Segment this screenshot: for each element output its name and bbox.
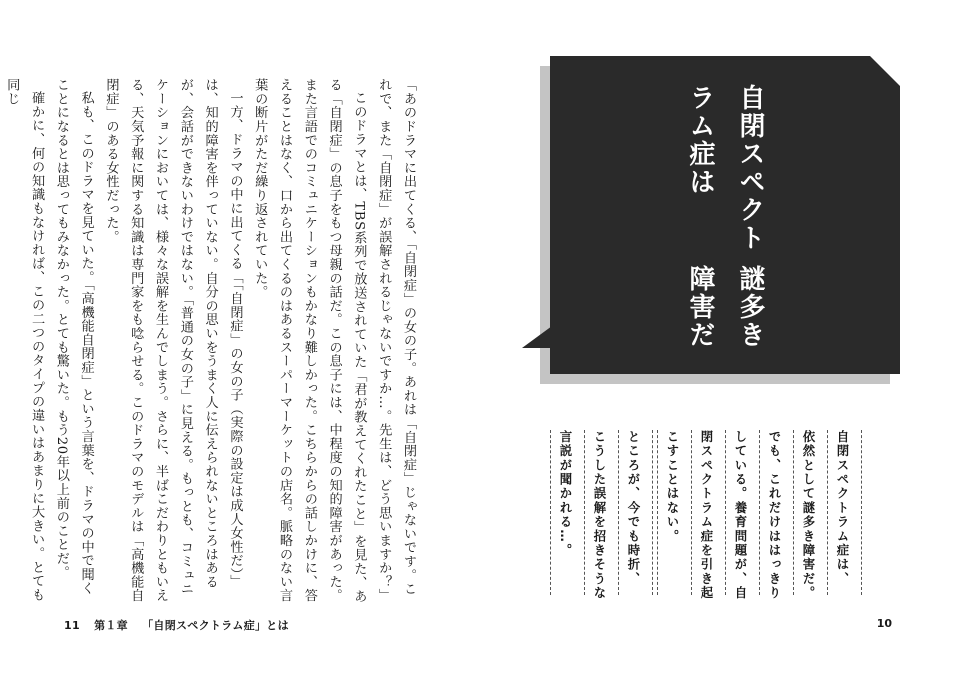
page-number-left: 11: [64, 619, 80, 632]
chapter-label: 第１章: [94, 619, 128, 632]
paragraph: 確かに、何の知識もなければ、この二つのタイプの違いはあまりに大きい。とても同じ: [4, 78, 45, 602]
note-line: でも、これだけははっきり: [759, 430, 793, 595]
note-line: 閉スペクトラム症を引き起: [691, 430, 725, 595]
paragraph: 「あのドラマに出てくる、「自閉症」の女の子。あれは「自閉症」じゃないです。これで、また「自閉症」が誤解されるじゃないですか…。先生は、どう思いますか？」: [376, 78, 416, 603]
note-line: ところが、今でも時折、: [618, 430, 652, 595]
right-page: [480, 0, 960, 680]
page-number-right: 10: [876, 617, 892, 630]
page-title: [550, 56, 900, 374]
paragraph: 私も、このドラマを見ていた。「高機能自閉症」という言葉を、ドラマの中で聞くことになるとは思ってもみなかった。とても驚いた。もう20年以上前のことだ。: [53, 78, 94, 596]
speech-bubble-tail: [522, 326, 552, 348]
note-line: 依然として謎多き障害だ。: [793, 430, 827, 595]
note-line: こうした誤解を招きそうな: [584, 430, 618, 595]
left-footer: [64, 617, 299, 633]
note-line-blank: [652, 430, 657, 595]
title-line: 自閉スペクトラム症は: [685, 84, 765, 252]
note-line: している。養育問題が、自: [725, 430, 759, 595]
note-line: 言説が聞かれる…。: [550, 430, 584, 595]
body-text: [4, 78, 420, 608]
note-line: 自閉スペクトラム症は、: [827, 430, 862, 595]
summary-notes: [558, 430, 862, 601]
title-line: 謎多き障害だ: [685, 265, 765, 350]
paragraph: 一方、ドラマの中に出てくる「「自閉症」の女の子（実際の設定は成人女性だ）」は、知的障害を伴っていない。自分の思いをうまく人に伝えられないところはあるが、会話ができないわけではない。「普通の女の子」に見える。もっとも、コミュニケーションにおいては、様々な誤解を生んでしまう。さらに、半ばこだわりともいえる、天気予報に関する知識は専門家をも唸らせる。このドラマのモデルは「高機能自閉症」のある女性だった。: [103, 78, 243, 603]
paragraph: このドラマとは、TBS系列で放送されていた「君が教えてくれたこと」を見た、ある「自閉症」の息子をもつ母親の話だ。この息子には、中程度の知的障害があった。また言語でのコミュニケーションもかなり難しかった。こちらからの話しかけに、答えることはなく、口から出てくるのはあるスーパーマーケットの店名。脈略のない言葉の断片がただ繰り返されていた。: [252, 78, 367, 604]
chapter-title: 「自閉スペクトラム症」とは: [142, 619, 289, 632]
note-line: こすことはない。: [657, 430, 691, 595]
